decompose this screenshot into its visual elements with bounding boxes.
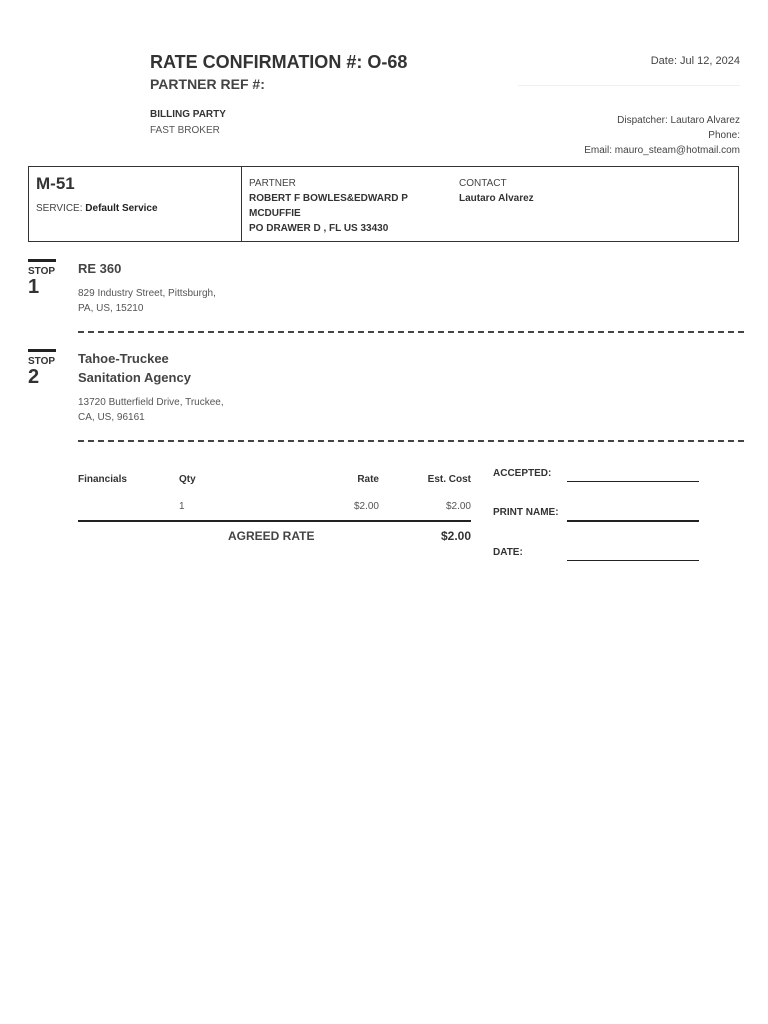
stop-1 xyxy=(28,259,744,339)
accepted-field xyxy=(493,468,699,484)
billing-party-label: BILLING PARTY xyxy=(150,109,226,120)
partner-address: PO DRAWER D , FL US 33430 xyxy=(249,223,389,234)
document-title: RATE CONFIRMATION #: O-68 xyxy=(150,52,408,72)
cell-est-cost: $2.00 xyxy=(445,501,471,512)
stop-number: 1 xyxy=(28,276,40,298)
print-name-label: PRINT NAME: xyxy=(493,507,559,518)
billing-party-value: FAST BROKER xyxy=(150,125,220,136)
partner-name: ROBERT F BOWLES&EDWARD P MCDUFFIE xyxy=(249,193,408,219)
partner-column xyxy=(249,176,439,236)
stop-name: Tahoe-Truckee Sanitation Agency xyxy=(78,351,191,385)
print-name-line[interactable] xyxy=(567,520,699,522)
dispatcher-email: Email: mauro_steam@hotmail.com xyxy=(584,145,740,156)
stop-address-line1: 829 Industry Street, Pittsburgh, xyxy=(78,288,216,299)
dispatcher-name: Dispatcher: Lautaro Alvarez xyxy=(617,115,740,126)
partner-ref: PARTNER REF #: xyxy=(150,76,265,92)
contact-name: Lautaro Alvarez xyxy=(459,193,534,204)
stop-label: STOP xyxy=(28,266,56,277)
col-qty-header: Qty xyxy=(179,474,196,485)
stop-address-line2: CA, US, 96161 xyxy=(78,412,145,423)
dispatcher-info xyxy=(584,113,740,158)
summary-divider xyxy=(241,167,242,241)
stop-address-line1: 13720 Butterfield Drive, Truckee, xyxy=(78,397,224,408)
stop-marker xyxy=(28,259,56,262)
accepted-signature-line[interactable] xyxy=(567,481,699,482)
stop-name: RE 360 xyxy=(78,261,122,276)
service-value: Default Service xyxy=(85,203,158,214)
col-est-cost-header: Est. Cost xyxy=(427,474,471,485)
agreed-rate-value: $2.00 xyxy=(440,529,471,543)
stop-address-line2: PA, US, 15210 xyxy=(78,303,144,314)
date-field xyxy=(493,547,699,563)
cell-rate: $2.00 xyxy=(353,501,379,512)
stop-number: 2 xyxy=(28,366,40,388)
col-financials-header: Financials xyxy=(78,474,127,485)
stop-label: STOP xyxy=(28,356,56,367)
service-label: SERVICE: xyxy=(36,203,86,214)
stop-2 xyxy=(28,349,744,445)
stop-separator xyxy=(78,440,744,442)
financials-table xyxy=(78,468,471,548)
partner-label: PARTNER xyxy=(249,178,296,189)
load-summary-box xyxy=(28,166,739,242)
date-label: DATE: xyxy=(493,547,523,558)
financials-total-rule xyxy=(78,520,471,522)
document-date: Date: Jul 12, 2024 xyxy=(650,55,740,67)
stop-marker xyxy=(28,349,56,352)
contact-label: CONTACT xyxy=(459,178,507,189)
load-id: M-51 xyxy=(36,174,75,193)
stop-separator xyxy=(78,331,744,333)
contact-column xyxy=(459,176,659,206)
dispatcher-phone: Phone: xyxy=(708,130,740,141)
header-divider xyxy=(518,85,740,86)
stop-address xyxy=(78,286,258,316)
print-name-field xyxy=(493,507,699,523)
stop-address xyxy=(78,395,258,425)
col-rate-header: Rate xyxy=(357,474,379,485)
accepted-label: ACCEPTED: xyxy=(493,468,552,479)
service-line xyxy=(36,203,158,214)
agreed-rate-label: AGREED RATE xyxy=(228,529,315,543)
date-signature-line[interactable] xyxy=(567,560,699,561)
cell-qty: 1 xyxy=(179,501,185,512)
